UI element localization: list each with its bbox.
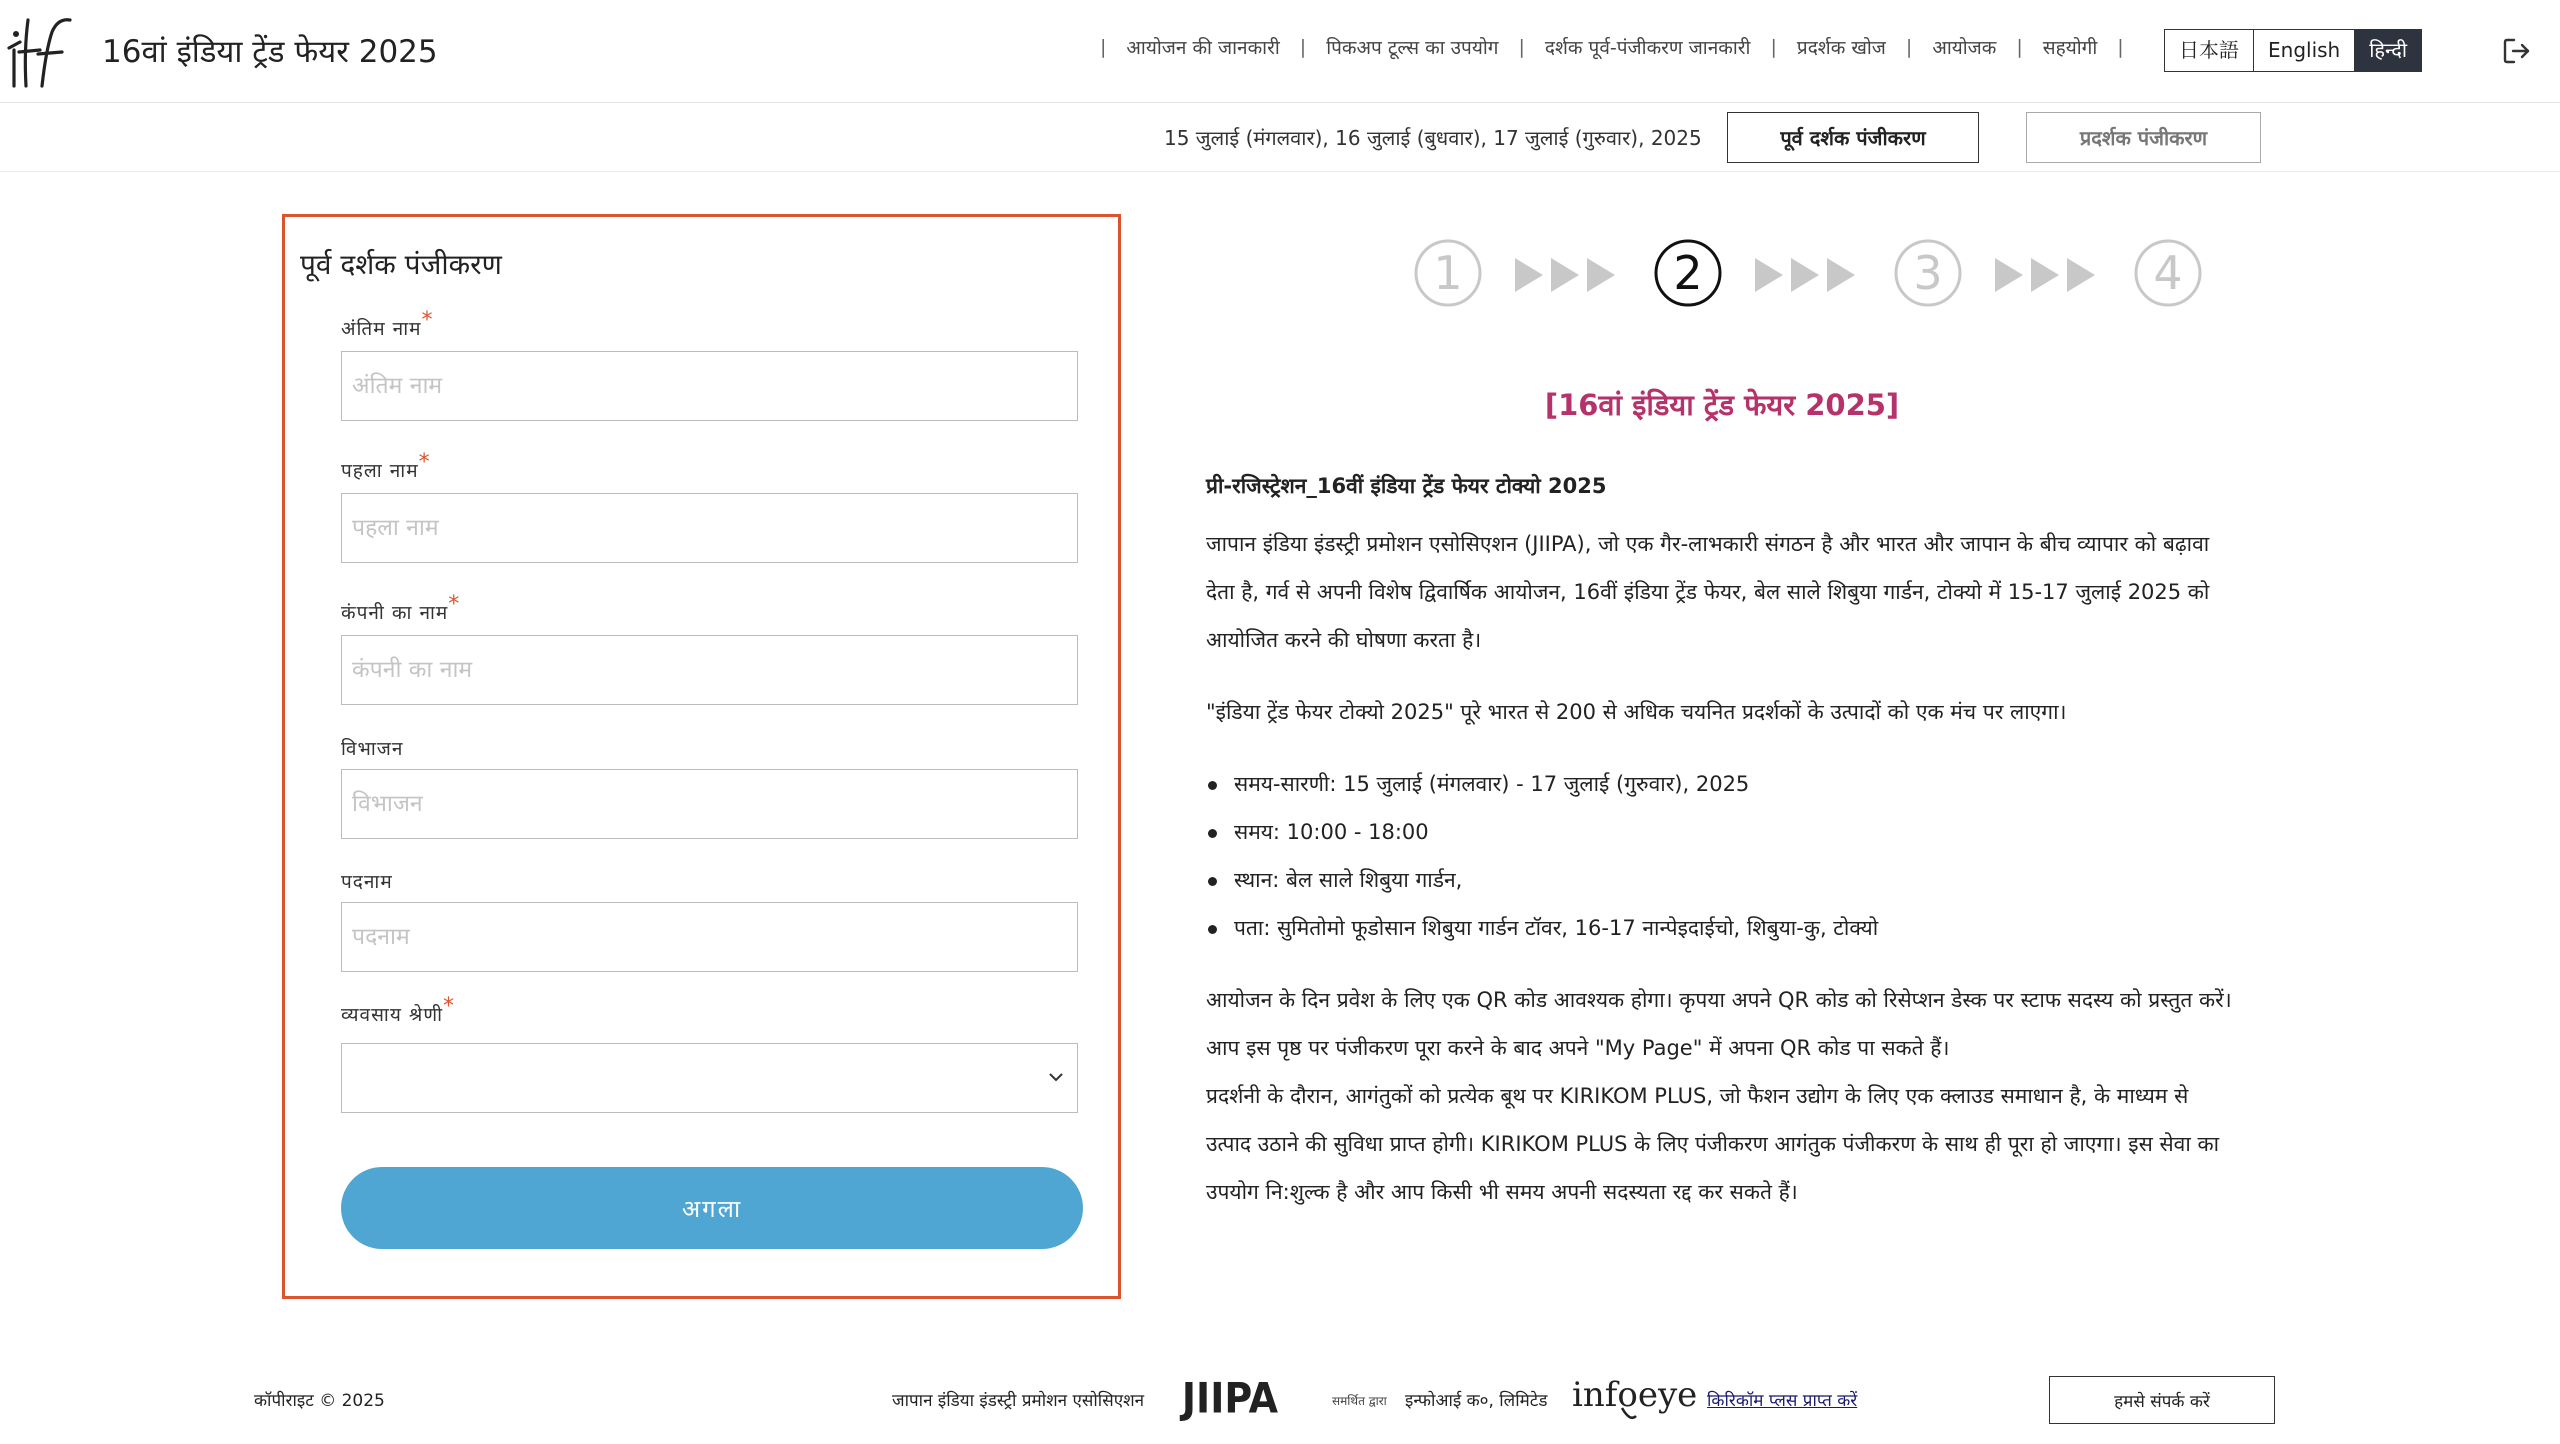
info-address: पता: सुमितोमो फूडोसान शिबुया गार्डन टॉवर, 16-17 नान्पेइदाईचो, शिबुया-कु, टोक्यो — [1206, 904, 2238, 952]
lang-japanese[interactable]: 日本語 — [2165, 30, 2254, 71]
nav-separator: | — [2016, 36, 2023, 58]
required-mark: * — [448, 592, 461, 617]
step-4-label: 4 — [2153, 246, 2183, 300]
form-title: पूर्व दर्शक पंजीकरण — [300, 248, 502, 281]
nav-separator: | — [1770, 36, 1777, 58]
language-switcher — [2164, 29, 2422, 72]
required-mark: * — [418, 450, 431, 475]
info-schedule: समय-सारणी: 15 जुलाई (मंगलवार) - 17 जुलाई (गुरुवार), 2025 — [1206, 760, 2238, 808]
designation-label — [341, 868, 393, 894]
company-name-label — [341, 592, 461, 625]
step-2-label: 2 — [1673, 246, 1703, 300]
lang-hindi[interactable]: हिन्दी — [2355, 30, 2421, 71]
info-paragraph-intro: जापान इंडिया इंडस्ट्री प्रमोशन एसोसिएशन (JIIPA), जो एक गैर-लाभकारी संगठन है और भारत और जापान के बीच व्यापार को बढ़ावा देता है, गर्व से अपनी विशेष द्विवार्षिक आयोजन, 16वीं इंडिया ट्रेंड फेयर, बेल साले शिबुया गार्डन, टोक्यो में 15-17 जुलाई 2025 को आयोजित करने की घोषणा करता है। — [1206, 532, 2210, 652]
last-name-label — [341, 308, 434, 341]
nav-visitor-preregistration-info[interactable]: दर्शक पूर्व-पंजीकरण जानकारी — [1544, 37, 1751, 59]
subheader — [0, 104, 2560, 172]
registration-form — [282, 214, 1121, 1299]
step-1-icon — [1413, 238, 1483, 308]
first-name-label — [341, 450, 431, 483]
kirikom-plus-link[interactable]: किरिकॉम प्लस प्राप्त करें — [1707, 1391, 1858, 1411]
department-input[interactable] — [341, 769, 1078, 839]
info-time: समय: 10:00 - 18:00 — [1206, 808, 2238, 856]
nav-pickup-tools[interactable]: पिकअप टूल्स का उपयोग — [1326, 37, 1499, 59]
nav-separator: | — [2117, 36, 2124, 58]
info-paragraph-exhibitors: "इंडिया ट्रेंड फेयर टोक्यो 2025" पूरे भारत से 200 से अधिक चयनित प्रदर्शकों के उत्पादों को एक मंच पर लाएगा। — [1206, 700, 2067, 724]
business-category-label-text: व्यवसाय श्रेणी — [341, 1004, 444, 1026]
jiipa-logo[interactable] — [1181, 1374, 1279, 1423]
first-name-label-text: पहला नाम — [341, 460, 419, 482]
infoeye-logo[interactable] — [1570, 1368, 1698, 1426]
info-paragraph-kirikom: प्रदर्शनी के दौरान, आगंतुकों को प्रत्येक बूथ पर KIRIKOM PLUS, जो फैशन उद्योग के लिए एक क्लाउड समाधान है, के माध्यम से उत्पाद उठाने की सुविधा प्राप्त होगी। KIRIKOM PLUS के लिए पंजीकरण आगंतुक पंजीकरण के साथ ही पूरा हो जाएगा। इस सेवा का उपयोग नि:शुल्क है और आप किसी भी समय अपनी सदस्यता रद्द कर सकते हैं। — [1206, 1084, 2220, 1204]
info-heading: प्री-रजिस्ट्रेशन_16वीं इंडिया ट्रेंड फेयर टोक्यो 2025 — [1206, 474, 1607, 498]
nav-organizer[interactable]: आयोजक — [1932, 37, 1997, 59]
nav-separator: | — [1299, 36, 1307, 58]
info-details-list — [1206, 760, 2238, 952]
department-label — [341, 735, 403, 761]
info-paragraph-qr: आयोजन के दिन प्रवेश के लिए एक QR कोड आवश्यक होगा। कृपया अपने QR कोड को रिसेप्शन डेस्क पर स्टाफ सदस्य को प्रस्तुत करें। आप इस पृष्ठ पर पंजीकरण पूरा करने के बाद अपने "My Page" में अपना QR कोड पा सकते हैं। — [1206, 988, 2232, 1060]
step-3-icon — [1893, 238, 1963, 308]
supported-by-label: समर्थित द्वारा — [1332, 1394, 1387, 1408]
logout-icon[interactable] — [2502, 36, 2532, 66]
footer — [0, 1360, 2560, 1444]
last-name-label-text: अंतिम नाम — [341, 318, 422, 340]
business-category-label — [341, 994, 456, 1027]
required-mark: * — [421, 308, 434, 333]
nav-event-info[interactable]: आयोजन की जानकारी — [1126, 37, 1280, 59]
info-title: [16वां इंडिया ट्रेंड फेयर 2025] — [1544, 388, 1900, 422]
main-nav — [1080, 34, 2144, 60]
step-2-icon — [1653, 238, 1723, 308]
info-venue: स्थान: बेल साले शिबुया गार्डन, — [1206, 856, 2238, 904]
business-category-select[interactable] — [341, 1043, 1078, 1113]
lang-english[interactable]: English — [2254, 30, 2355, 71]
company-name-label-text: कंपनी का नाम — [341, 602, 449, 624]
step-arrows-icon — [1995, 256, 2099, 294]
designation-label-text: पदनाम — [341, 871, 393, 893]
first-name-input[interactable] — [341, 493, 1078, 563]
department-label-text: विभाजन — [341, 738, 404, 760]
nav-supporters[interactable]: सहयोगी — [2042, 37, 2098, 59]
required-mark: * — [443, 994, 456, 1019]
chevron-down-icon — [1047, 1070, 1065, 1084]
pre-registration-button[interactable]: पूर्व दर्शक पंजीकरण — [1727, 112, 1979, 163]
jiipa-logo-text: JIIPA — [1181, 1374, 1279, 1423]
company-name-input[interactable] — [341, 635, 1078, 705]
nav-separator: | — [1518, 36, 1525, 58]
step-indicator — [1410, 234, 2210, 314]
designation-input[interactable] — [341, 902, 1078, 972]
infoeye-logo-text: infoeye — [1572, 1375, 1698, 1415]
step-arrows-icon — [1755, 256, 1859, 294]
itf-logo[interactable] — [6, 10, 84, 90]
step-1-label: 1 — [1433, 246, 1463, 300]
next-button[interactable]: अगला — [341, 1167, 1083, 1249]
step-3-label: 3 — [1913, 246, 1943, 300]
exhibitor-registration-button[interactable]: प्रदर्शक पंजीकरण — [2026, 112, 2261, 163]
association-name: जापान इंडिया इंडस्ट्री प्रमोशन एसोसिएशन — [892, 1391, 1145, 1411]
infoai-company: इन्फोआई क०, लिमिटेड — [1405, 1391, 1548, 1411]
info-section — [1206, 462, 2238, 1216]
nav-separator: | — [1100, 36, 1107, 58]
nav-separator: | — [1905, 36, 1913, 58]
event-dates: 15 जुलाई (मंगलवार), 16 जुलाई (बुधवार), 17 जुलाई (गुरुवार), 2025 — [1164, 126, 1702, 150]
last-name-input[interactable] — [341, 351, 1078, 421]
header — [0, 0, 2560, 103]
site-title[interactable]: 16वां इंडिया ट्रेंड फेयर 2025 — [102, 34, 438, 70]
contact-us-button[interactable]: हमसे संपर्क करें — [2049, 1376, 2275, 1424]
nav-exhibitor-search[interactable]: प्रदर्शक खोज — [1796, 37, 1886, 59]
copyright: कॉपीराइट © 2025 — [254, 1391, 385, 1411]
step-arrows-icon — [1515, 256, 1619, 294]
step-4-icon — [2133, 238, 2203, 308]
